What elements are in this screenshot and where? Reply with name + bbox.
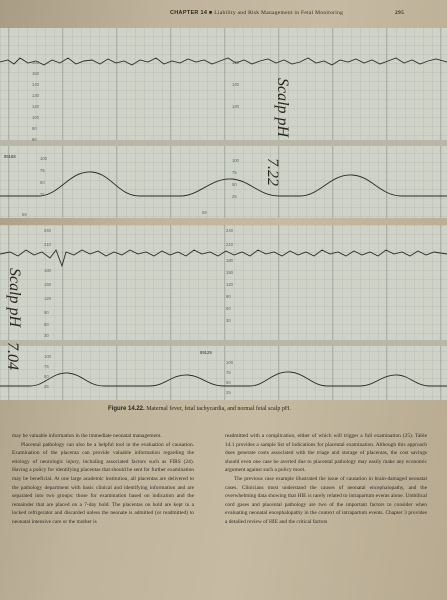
scale-label: 50 <box>44 374 49 379</box>
handwritten-note: Scalp pH <box>6 268 23 328</box>
scale-label: 25 <box>232 194 237 199</box>
scale-label: 100 <box>226 360 233 365</box>
scale-label: 75 <box>226 370 231 375</box>
paper-code: 89158 <box>4 154 16 159</box>
handwritten-note: 7.04 <box>4 342 21 370</box>
scale-label: 60 <box>226 306 231 311</box>
scale-label: 150 <box>44 282 51 287</box>
paper-code: 59 <box>22 212 27 217</box>
paragraph: The previous case example illustrated the issue of causation in brain-damaged neonatal cases. Clinicians must understand the causes of neonatal encephalopathy, and the overwhelming data showing that HIE is rarely related to intrapartum events alone. Umbilical cord gases and placental pathology are two of the important factors to consider when evaluating neonatal encephalopathy in the context of intrapartum events. Chapter 3 provides a detailed review of HIE and the critical factors <box>225 475 427 525</box>
text-column-left <box>12 432 194 527</box>
handwritten-note: 7.22 <box>264 158 281 186</box>
scale-label: 120 <box>232 104 239 109</box>
page-number: 295 <box>395 10 405 16</box>
scale-label: 90 <box>226 294 231 299</box>
scale-label: 180 <box>226 258 233 263</box>
scale-label: 140 <box>32 82 39 87</box>
scale-label: 120 <box>44 296 51 301</box>
scale-label: 140 <box>232 82 239 87</box>
figure-caption-text: Maternal fever, fetal tachycardia, and normal fetal scalp pH. <box>146 406 291 412</box>
chapter-title: Liability and Risk Management in Fetal Monitoring <box>214 10 344 16</box>
scale-label: 90 <box>44 310 49 315</box>
paragraph: Placental pathology can also be a helpful tool in the evaluation of causation. Examination of the placenta can provide valuable information regarding the etiology of neurologic injury, including associated factors such as FIRS (24). Having a policy for identifying placentas that should be sent for further examination may be beneficial. At one large academic institution, all placentas are delivered to the pathology department with basic clinical and identifying information and are separated into two groups: those for examination based on indication and the remainder that are placed on a 7-day hold. The placentas on hold are kept in a locked refrigerator and discarded unless the neonate is admitted (or readmitted) to neonatal intensive care or the mother is <box>12 441 194 525</box>
scale-label: 90 <box>32 126 37 131</box>
scale-label: 150 <box>32 71 39 76</box>
scale-label: 60 <box>44 322 49 327</box>
scale-label: 25 <box>226 390 231 395</box>
handwritten-note: Scalp pH <box>274 78 291 138</box>
paper-code: 210 <box>44 242 51 247</box>
paper-code: 210 <box>226 242 233 247</box>
header-separator: ■ <box>208 10 215 16</box>
scale-label: 25 <box>44 384 49 389</box>
scale-label: 100 <box>232 158 239 163</box>
scale-label: 80 <box>32 137 37 142</box>
scale-label: 75 <box>232 170 237 175</box>
scale-label: 25 <box>40 192 45 197</box>
scale-label: 50 <box>232 182 237 187</box>
scale-label: 100 <box>32 115 39 120</box>
scale-label: 75 <box>44 364 49 369</box>
scale-label: 160 <box>32 60 39 65</box>
strip-top <box>0 28 447 218</box>
scale-label: 160 <box>232 60 239 65</box>
figure-label: Figure 14.22. <box>108 406 145 412</box>
chapter-label: CHAPTER 14 <box>170 10 208 16</box>
scale-label: 130 <box>32 93 39 98</box>
paragraph: may be valuable information in the immediate neonatal management. <box>12 433 162 439</box>
scale-label: 120 <box>226 282 233 287</box>
paragraph: readmitted with a complication, either of which will trigger a full examination (25). Table 14.1 provides a sample list of indications for placental examination. Although this approach does generate costs associated with the triage and storage of placentas, the cost savings should even one case be averted due to placental pathology may easily make any economic argument against such a policy moot. <box>225 433 427 474</box>
paper-code: 89129 <box>200 350 212 355</box>
scale-label: 75 <box>40 168 45 173</box>
scale-label: 150 <box>226 270 233 275</box>
scale-label: 180 <box>44 268 51 273</box>
strip-bottom <box>0 225 447 400</box>
scale-label: 30 <box>226 318 231 323</box>
scale-label: 120 <box>32 104 39 109</box>
scale-label: 100 <box>44 354 51 359</box>
paper-code: 240 <box>44 228 51 233</box>
text-column-right <box>225 432 427 527</box>
paper-code: 59 <box>202 210 207 215</box>
figure-caption <box>108 406 291 412</box>
scale-label: 100 <box>40 156 47 161</box>
scale-label: 30 <box>44 333 49 338</box>
scale-label: 50 <box>40 180 45 185</box>
scale-label: 50 <box>226 380 231 385</box>
paper-code: 240 <box>226 228 233 233</box>
